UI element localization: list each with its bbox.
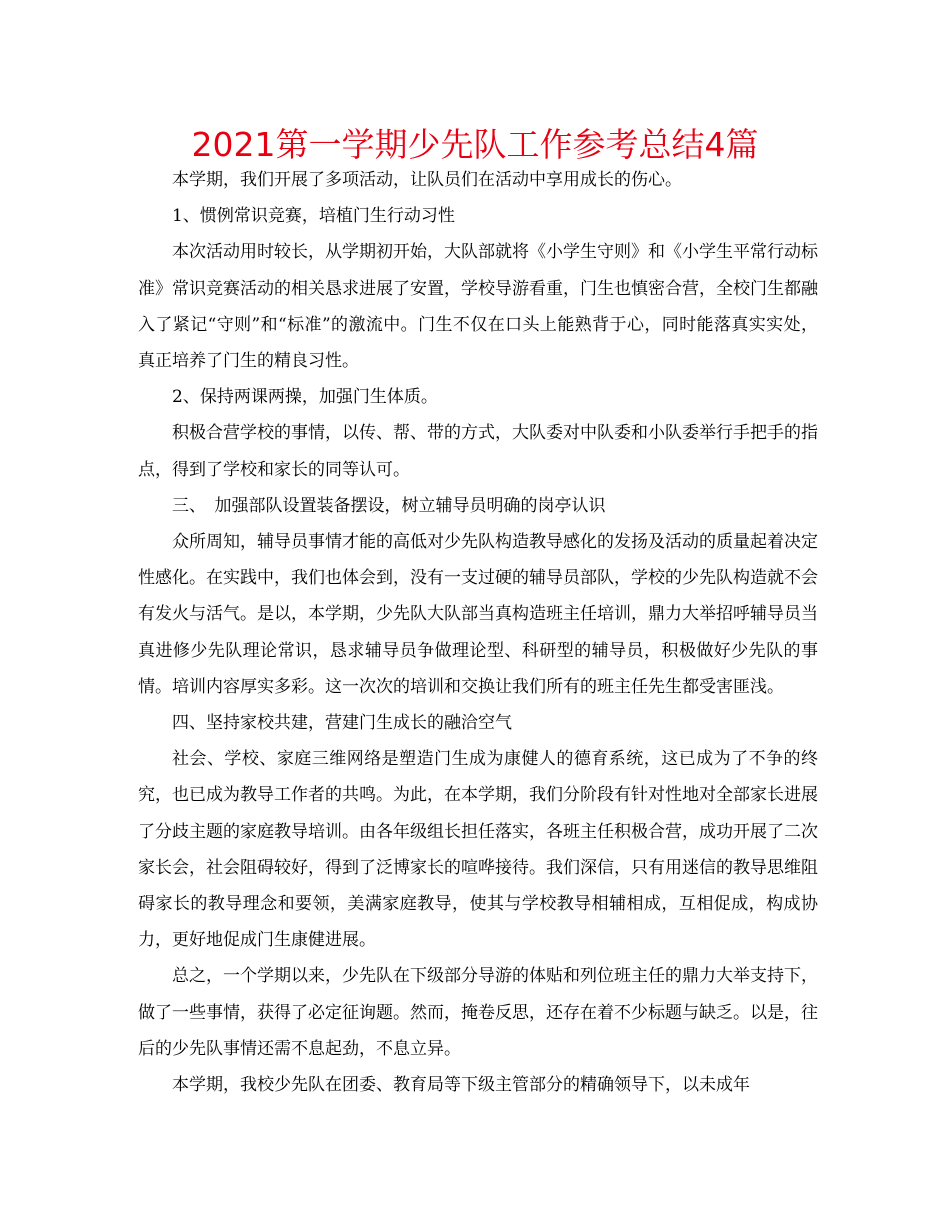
paragraph: 众所周知，辅导员事情才能的高低对少先队构造教导感化的发扬及活动的质量起着决定性感化。在实践中，我们也体会到，没有一支过硬的辅导员部队，学校的少先队构造就不会有发火与活气。是以，本学期，少先队大队部当真构造班主任培训，鼎力大举招呼辅导员当真进修少先队理论常识，恳求辅导员争做理论型、科研型的辅导员，积极做好少先队的事情。培训内容厚实多彩。这一次次的培训和交换让我们所有的班主任先生都受害匪浅。 — [138, 532, 818, 697]
section-heading: 2、保持两课两操，加强门生体质。 — [172, 387, 438, 408]
paragraph: 本学期，我校少先队在团委、教育局等下级主管部分的精确领导下，以未成年 — [172, 1075, 750, 1096]
section-heading: 1、惯例常识竞赛，培植门生行动习性 — [172, 206, 455, 227]
paragraph: 本次活动用时较长，从学期初开始，大队部就将《小学生守则》和《小学生平常行动标准》常识竞赛活动的相关恳求进展了安置，学校导游看重，门生也慎密合营，全校门生都融入了紧记“守则”和“标准”的激流中。门生不仅在口头上能熟背于心，同时能落真实实处，真正培养了门生的精良习性。 — [138, 242, 818, 372]
paragraph: 积极合营学校的事情，以传、帮、带的方式，大队委对中队委和小队委举行手把手的指点，得到了学校和家长的同等认可。 — [138, 423, 818, 480]
paragraph: 总之，一个学期以来，少先队在下级部分导游的体贴和列位班主任的鼎力大举支持下，做了一些事情，获得了必定征询题。然而，掩卷反思，还存在着不少标题与缺乏。以是，往后的少先队事情还需不息起劲，不息立异。 — [138, 966, 818, 1059]
section-heading: 三、 加强部队设置装备摆设，树立辅导员明确的岗亭认识 — [172, 495, 606, 516]
paragraph: 本学期，我们开展了多项活动，让队员们在活动中享用成长的伤心。 — [172, 170, 682, 190]
paragraph: 社会、学校、家庭三维网络是塑造门生成为康健人的德育系统，这已成为了不争的终究，也已成为教导工作者的共鸣。为此，在本学期，我们分阶段有针对性地对全部家长进展了分歧主题的家庭教导培训。由各年级组长担任落实，各班主任积极合营，成功开展了二次家长会，社会阻碍较好，得到了泛博家长的喧哗接待。我们深信，只有用迷信的教导思维阻碍家长的教导理念和要领，美满家庭教导，使其与学校教导相辅相成，互相促成，构成协力，更好地促成门生康健进展。 — [138, 749, 818, 951]
document-title: 2021第一学期少先队工作参考总结4篇 — [191, 125, 759, 164]
section-heading: 四、坚持家校共建，营建门生成长的融洽空气 — [172, 713, 512, 734]
document-body — [138, 162, 818, 1103]
